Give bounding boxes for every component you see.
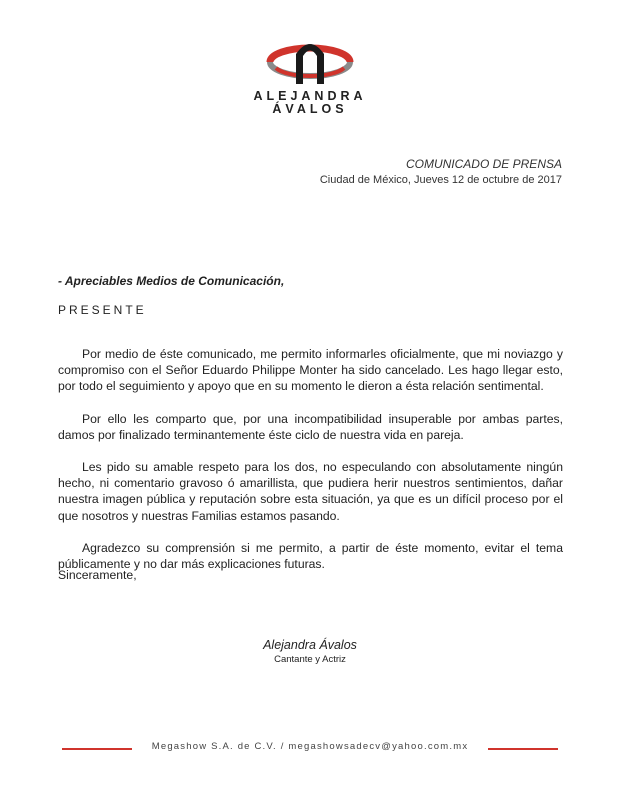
logo-emblem-icon [262, 32, 358, 90]
paragraph: Por medio de éste comunicado, me permito informarles oficialmente, que mi noviazgo y compromiso con el Señor Eduardo Philippe Monter ha sido cancelado. Les hago llegar esto, por todo el seguimiento y apoyo que en su momento le dieron a ésta relación sentimental. [58, 347, 563, 394]
salutation: - Apreciables Medios de Comunicación, [58, 274, 285, 288]
logo-name-line1: ALEJANDRA [253, 89, 367, 103]
signature-name: Alejandra Ávalos [263, 638, 357, 652]
paragraph: Agradezco su comprensión si me permito, a partir de éste momento, evitar el tema públicamente y no dar más explicaciones futuras. [58, 540, 563, 572]
footer [0, 741, 620, 757]
date-line: Ciudad de México, Jueves 12 de octubre de 2017 [319, 174, 562, 186]
presente-heading: PRESENTE [58, 303, 147, 317]
footer-contact: Megashow S.A. de C.V. / megashowsadecv@yahoo.com.mx [151, 741, 469, 752]
logo-name-line2: ÁVALOS [272, 102, 348, 116]
paragraph: Les pido su amable respeto para los dos, no especulando con absolutamente ningún hecho, ni comentario gravoso ó amarillista, que pudiera herir nuestros sentimientos, dañar nuestra imagen pública y reputación sobre esta situación, ya que es un difícil proceso por el que nosotros y nuestras Familias estamos pasando. [58, 460, 563, 523]
footer-divider-left [62, 748, 132, 750]
header-block [320, 156, 562, 188]
footer-divider-right [488, 748, 558, 750]
logo [0, 32, 620, 116]
closing: Sinceramente, [58, 568, 137, 582]
document-title: COMUNICADO DE PRENSA [405, 157, 562, 171]
signature-block [0, 637, 620, 666]
paragraph: Por ello les comparto que, por una incompatibilidad insuperable por ambas partes, damos por finalizado terminantemente éste ciclo de nuestra vida en pareja. [58, 411, 563, 442]
signature-role: Cantante y Actriz [274, 654, 346, 665]
body-text [58, 346, 563, 588]
